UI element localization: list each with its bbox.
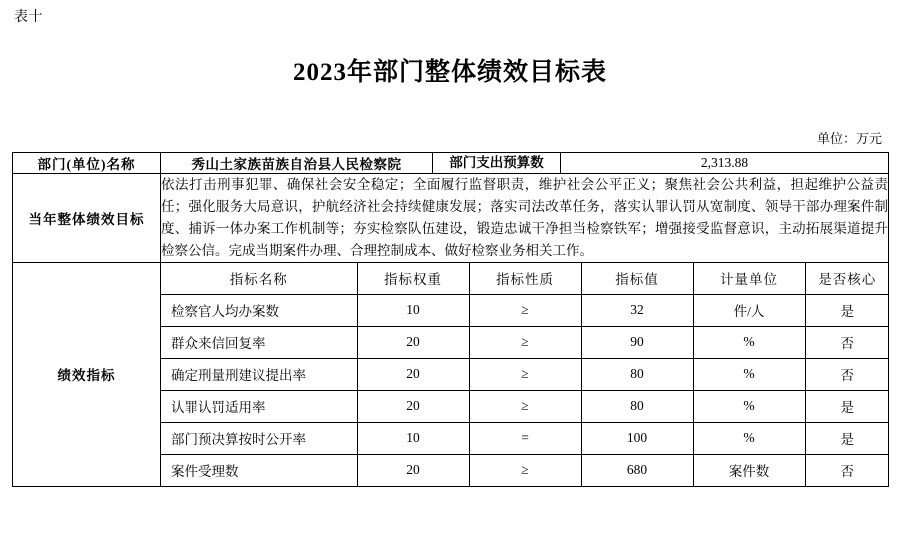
- kpi-value: 80: [581, 358, 693, 390]
- kpi-core: 否: [805, 358, 889, 390]
- kpi-label-cell: 绩效指标: [13, 262, 161, 486]
- kpi-name: 部门预决算按时公开率: [161, 422, 357, 454]
- kpi-value: 680: [581, 454, 693, 486]
- department-label-cell: 部门(单位)名称: [13, 153, 161, 174]
- kpi-unit: %: [693, 390, 805, 422]
- kpi-table-container: [161, 262, 889, 486]
- kpi-name: 案件受理数: [161, 454, 357, 486]
- table-row-kpi: [13, 262, 889, 486]
- kpi-header-core: 是否核心: [805, 263, 889, 295]
- kpi-name: 群众来信回复率: [161, 326, 357, 358]
- kpi-weight: 20: [357, 454, 469, 486]
- table-row-department: [13, 153, 889, 174]
- kpi-unit: 案件数: [693, 454, 805, 486]
- table-row: [161, 422, 889, 454]
- kpi-nature: =: [469, 422, 581, 454]
- table-label: 表十: [14, 10, 43, 25]
- kpi-nature: ≥: [469, 358, 581, 390]
- kpi-header-name: 指标名称: [161, 263, 357, 295]
- kpi-header-value: 指标值: [581, 263, 693, 295]
- kpi-name: 认罪认罚适用率: [161, 390, 357, 422]
- kpi-value: 32: [581, 294, 693, 326]
- annual-goal-text-cell: 依法打击刑事犯罪、确保社会安全稳定；全面履行监督职责，维护社会公平正义；聚焦社会公共利益，担起维护公益责任；强化服务大局意识，护航经济社会持续健康发展；落实司法改革任务，落实认罪认罚从宽制度、领导干部办理案件制度、捕诉一体办案工作机制等；夯实检察队伍建设，锻造忠诚干净担当检察铁军；增强接受监督意识，主动拓展渠道提升检察公信。完成当期案件办理、合理控制成本、做好检察业务相关工作。: [161, 174, 889, 262]
- table-row: [161, 390, 889, 422]
- kpi-core: 是: [805, 294, 889, 326]
- kpi-core: 是: [805, 390, 889, 422]
- kpi-weight: 20: [357, 390, 469, 422]
- table-row: [161, 358, 889, 390]
- kpi-core: 否: [805, 454, 889, 486]
- kpi-unit: %: [693, 358, 805, 390]
- table-row: [161, 294, 889, 326]
- page-title: 2023年部门整体绩效目标表: [292, 59, 607, 86]
- kpi-nature: ≥: [469, 454, 581, 486]
- kpi-header-nature: 指标性质: [469, 263, 581, 295]
- kpi-nature: ≥: [469, 326, 581, 358]
- kpi-header-weight: 指标权重: [357, 263, 469, 295]
- table-row-annual-goal: [13, 174, 889, 262]
- kpi-nature: ≥: [469, 294, 581, 326]
- department-name-cell: 秀山土家族苗族自治县人民检察院: [161, 153, 433, 174]
- kpi-unit: %: [693, 422, 805, 454]
- table-row: [161, 326, 889, 358]
- kpi-table: [161, 263, 889, 486]
- kpi-header-row: [161, 263, 889, 295]
- kpi-unit: %: [693, 326, 805, 358]
- kpi-weight: 20: [357, 358, 469, 390]
- budget-label-cell: 部门支出预算数: [433, 153, 561, 174]
- table-row: [161, 454, 889, 486]
- kpi-nature: ≥: [469, 390, 581, 422]
- kpi-unit: 件/人: [693, 294, 805, 326]
- kpi-value: 90: [581, 326, 693, 358]
- kpi-header-unit: 计量单位: [693, 263, 805, 295]
- kpi-weight: 20: [357, 326, 469, 358]
- kpi-value: 80: [581, 390, 693, 422]
- kpi-weight: 10: [357, 422, 469, 454]
- kpi-value: 100: [581, 422, 693, 454]
- kpi-weight: 10: [357, 294, 469, 326]
- performance-goal-table: [12, 152, 889, 487]
- kpi-name: 检察官人均办案数: [161, 294, 357, 326]
- unit-note: 单位：万元: [816, 131, 882, 146]
- kpi-name: 确定刑量刑建议提出率: [161, 358, 357, 390]
- budget-value-cell: 2,313.88: [561, 153, 889, 174]
- kpi-core: 是: [805, 422, 889, 454]
- kpi-core: 否: [805, 326, 889, 358]
- annual-goal-label-cell: 当年整体绩效目标: [13, 174, 161, 262]
